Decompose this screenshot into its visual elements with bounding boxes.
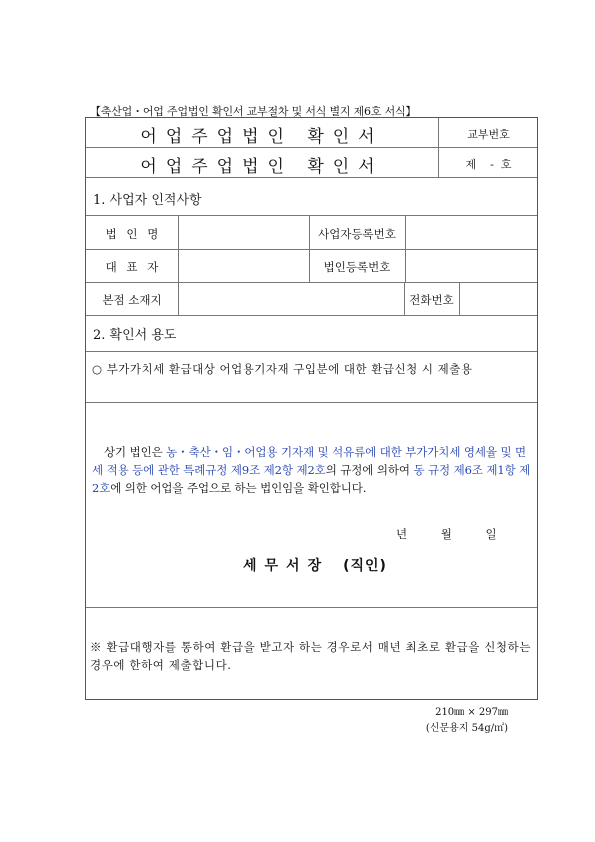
paper-type: (신문용지 54g/㎡): [425, 723, 508, 734]
statement-article-ref: 동 규정 제6조 제1항 제2호: [92, 463, 531, 495]
signer-seal: (직인): [343, 558, 387, 574]
form-title-primary: 어업주업법인 확인서: [140, 127, 384, 147]
phone-label: 전화번호: [409, 293, 454, 307]
divider: [86, 607, 537, 608]
hq-address-label: 본점 소재지: [102, 293, 162, 307]
biz-reg-no-label: 사업자등록번호: [318, 227, 396, 241]
title-divider: [86, 147, 537, 148]
phone-field[interactable]: [460, 283, 539, 315]
paper-size: 210㎜ × 297㎜: [435, 707, 508, 718]
confirmation-statement: [92, 443, 533, 497]
signer-title: 세무서장: [243, 558, 330, 574]
representative-field[interactable]: [179, 250, 309, 282]
corp-name-label: 법 인 명: [105, 227, 159, 241]
corp-reg-no-field[interactable]: [406, 250, 539, 282]
statement-regulation-ref: 농・축산・임・어업용 기자재 및 석유류에 대한 부가가치세 영세율 및 면세 적용 등에 관한 특례규정 제9조 제2항 제2호: [92, 445, 527, 477]
divider: [86, 351, 537, 352]
hq-address-field[interactable]: [179, 283, 404, 315]
signer-block: [243, 555, 387, 575]
biz-reg-no-field[interactable]: [406, 216, 539, 249]
submission-note: ※ 환급대행자를 통하여 환급을 받고자 하는 경우로서 매년 최초로 환급을 신청하는 경우에 한하여 제출합니다.: [90, 640, 532, 672]
statement-part: 의 규정에 의하여: [325, 463, 414, 477]
date-line: 년 월 일: [396, 527, 497, 541]
form-header-note: 【축산업・어업 주업법인 확인서 교부절차 및 서식 별지 제6호 서식】: [90, 105, 417, 118]
section-1-title: 1. 사업자 인적사항: [93, 193, 202, 208]
divider: [86, 402, 537, 403]
statement-part: 에 의한 어업을 주업으로 하는 법인임을 확인합니다.: [110, 481, 367, 495]
corp-reg-no-label: 법인등록번호: [323, 260, 391, 274]
statement-part: 상기 법인은: [104, 445, 167, 459]
divider: [86, 177, 537, 178]
purpose-text: ○ 부가가치세 환급대상 어업용기자재 구입분에 대한 환급신청 시 제출용: [92, 362, 473, 376]
divider: [86, 315, 537, 316]
issue-number-value: 제 - 호: [465, 158, 512, 171]
corp-name-field[interactable]: [179, 216, 309, 249]
form-title-secondary: 어업주업법인 확인서: [140, 157, 384, 177]
representative-label: 대 표 자: [105, 260, 159, 274]
section-2-title: 2. 확인서 용도: [93, 328, 177, 343]
issue-number-label: 교부번호: [467, 128, 510, 141]
confirmation-form: [85, 117, 538, 700]
